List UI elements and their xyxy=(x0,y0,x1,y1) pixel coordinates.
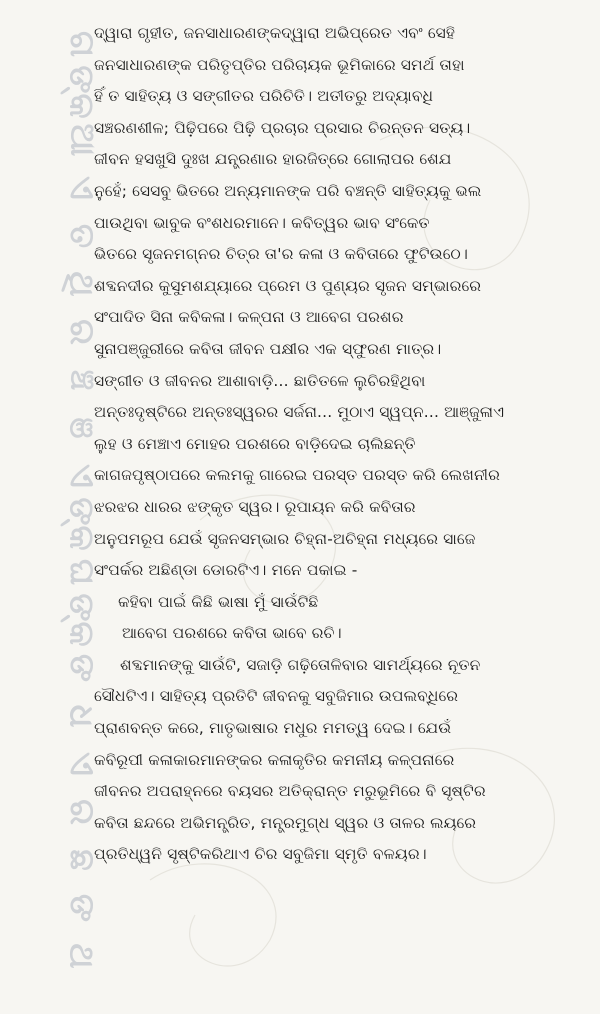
text-line: ଲୁହ ଓ ମେଞ୍ଚାଏ ମୋହର ପରଶରେ ବାଡ଼ିଦେଇ ଚାଲିଛନ୍ତି xyxy=(94,434,416,453)
text-line: ଝରଝର ଧାରର ଝଙ୍କୃତ ସ୍ୱର। ରୂପାୟନ କରି କବିତାର xyxy=(94,497,416,516)
watermark-glyph: ଙ xyxy=(62,653,102,683)
text-line: ଜୀବନର ଅପରାହ୍ନରେ ବୟସର ଅତିକ୍ରାନ୍ତ ମରୁଭୂମିରେ ବି ସୃଷ୍ଟିର xyxy=(94,782,486,801)
text-line: ସଙ୍ଗୀତ ଓ ଜୀବନର ଆଶାବାଡ଼ି... ଛାତିତଳେ ଲୁଚିରହିଥିବା xyxy=(94,371,426,390)
watermark-glyph: ଏ xyxy=(62,176,102,200)
text-line: ପ୍ରାଣବନ୍ତ କରେ, ମାତୃଭାଷାର ମଧୁର ମମତ୍ୱ ଦେଇ। ଯେଉଁ xyxy=(94,719,452,738)
watermark-glyph: ଥ xyxy=(62,943,102,969)
text-line: କବିରୂପୀ କଳାକାରମାନଙ୍କର କଳାକୃତିର କମନୀୟ କଳ୍ପନାରେ xyxy=(94,750,455,769)
watermark-glyph: ର xyxy=(62,319,102,345)
watermark-glyph: ଥି xyxy=(62,271,102,297)
watermark-glyph: ଧ xyxy=(62,704,102,728)
watermark-glyph: ଆ xyxy=(61,123,102,157)
watermark-glyph: ର xyxy=(62,799,102,825)
watermark-glyph: ଗ xyxy=(62,30,102,58)
text-line: କବିତା ଛନ୍ଦରେ ଅଭିମନ୍ତ୍ରିତ, ମନ୍ତ୍ରମୁଗ୍ଧ ସ୍ୱର ଓ ତାଳର ଲୟରେ xyxy=(94,813,477,832)
text-line: ସଂପର୍କର ଅଛିଣ୍ଡା ଡୋରଟିଏ। ମନେ ପକାଇ - xyxy=(94,561,358,580)
text-line: ଅନ୍ତଃଦୃଷ୍ଟିରେ ଅନ୍ତଃସ୍ୱରର ସର୍ଜନା... ମୁଠାଏ ସ୍ୱପ୍ନ... ଆଞ୍ଜୁଳାଏ xyxy=(94,403,505,422)
poem-line: ଆବେଗ ପରଶରେ କବିତା ଭାବେ ରଚି। xyxy=(122,624,342,643)
text-line: ପାଉଥିବା ଭାବୁକ ବଂଶଧରମାନେ। କବିତ୍ୱର ଭାବ ସଂକେତ xyxy=(94,213,430,232)
watermark-glyph: ତ xyxy=(62,223,102,249)
watermark-glyph: ଘ xyxy=(61,558,102,586)
text-line: ଶବ୍ଦନଦୀର କୁସୁମଶଯ୍ୟାରେ ପ୍ରେମ ଓ ପୁଣ୍ୟର ସୃଜନ ସମ୍ଭାରରେ xyxy=(94,276,482,295)
poem-line: କହିବା ପାଇଁ କିଛି ଭାଷା ମୁଁ ସାଉଁଟିଛି xyxy=(118,592,319,611)
text-line: ଅନୁପମରୂପ ଯେଉଁ ସୃଜନସମ୍ଭାର ଚିହ୍ନା-ଅଚିହ୍ନା ମଧ୍ୟରେ ସାଜେ xyxy=(94,529,476,548)
text-line: ଭିତରେ ସୃଜନମଗ୍ନର ଚିତ୍ର ତା'ର କଳା ଓ କବିତାରେ ଫୁଟିଉଠେ। xyxy=(94,245,468,264)
watermark-glyph: ଛ xyxy=(62,849,102,871)
text-line: ଦ୍ୱାରା ଗୃହୀତ, ଜନସାଧାରଣଙ୍କଦ୍ୱାରା ଅଭିପ୍ରେତ ଏବଂ ସେହି xyxy=(94,24,456,42)
text-line: ଜନସାଧାରଣଙ୍କ ପରିତୃପ୍ତିର ପରିଚାୟକ ଭୂମିକାରେ ସମର୍ଥ ତାହା xyxy=(94,55,465,74)
text-line: ନୁହେଁ; ସେସବୁ ଭିତରେ ଅନ୍ୟମାନଙ୍କ ପରି ବଞ୍ଚନ୍ତି ସାହିତ୍ୟକୁ ଭଲ xyxy=(94,181,482,200)
watermark-glyph: ଞ xyxy=(62,417,102,439)
paragraph-start-line: ଶବ୍ଦମାନଙ୍କୁ ସାଉଁଟି, ସଜାଡ଼ି ଗଢ଼ିତୋଳିବାର ସାମର୍ଥ୍ୟରେ ନୂତନ xyxy=(120,655,481,674)
watermark-glyph: ଙ୍କ xyxy=(62,593,102,647)
watermark-glyph: ଙ xyxy=(62,893,102,923)
text-line: ପ୍ରତିଧ୍ୱନି ସୃଷ୍ଟିକରିଥାଏ ଚିର ସବୁଜିମା ସ୍ମୃତି ବଳୟର। xyxy=(94,845,427,864)
text-line: ଜୀବନ ହସଖୁସି ଦୁଃଖ ଯନ୍ତ୍ରଣାର ହାରଜିତ୍‌ରେ ଗୋଲାପର ଶେଯ xyxy=(94,150,452,169)
body-text xyxy=(94,18,590,871)
watermark-glyph: ଙ୍କ xyxy=(62,65,102,119)
text-line: ସୌଧଟିଏ। ସାହିତ୍ୟ ପ୍ରତିଟି ଜୀବନକୁ ସବୁଜିମାର ଉପଲବ୍ଧିରେ xyxy=(94,687,459,706)
watermark-glyph: ଏ xyxy=(62,752,102,776)
text-line: ହିଁ ତ ସାହିତ୍ୟ ଓ ସଙ୍ଗୀତର ପରିଚିତି। ଅତୀତରୁ ଅଦ୍ୟାବଧି xyxy=(94,87,434,106)
text-line: ସଂପାଦିତ ସିନା କବିକଳା। କଳ୍ପନା ଓ ଆବେଗ ପରଶର xyxy=(94,308,404,327)
watermark-glyph: ଏ xyxy=(62,464,102,488)
text-line: କାଗଜପୃଷ୍ଠାପରେ କଲମକୁ ଗାରେଇ ପରସ୍ତ ପରସ୍ତ କରି ଲେଖନୀର xyxy=(94,466,501,485)
text-line: ସଞ୍ଚରଣଶୀଳ; ପିଢ଼ିପରେ ପିଢ଼ି ପ୍ରଚାର ପ୍ରସାର ଚିରନ୍ତନ ସତ୍ୟ। xyxy=(94,118,471,137)
text-line: ସୁନାପଞ୍ଜୁରୀରେ କବିତା ଜୀବନ ପକ୍ଷୀର ଏକ ସ୍ଫୁରଣ ମାତ୍ର। xyxy=(94,339,442,358)
watermark-glyph: ଞ୍ଚ xyxy=(61,369,102,391)
watermark-glyph: ଙ୍କ xyxy=(62,497,102,551)
